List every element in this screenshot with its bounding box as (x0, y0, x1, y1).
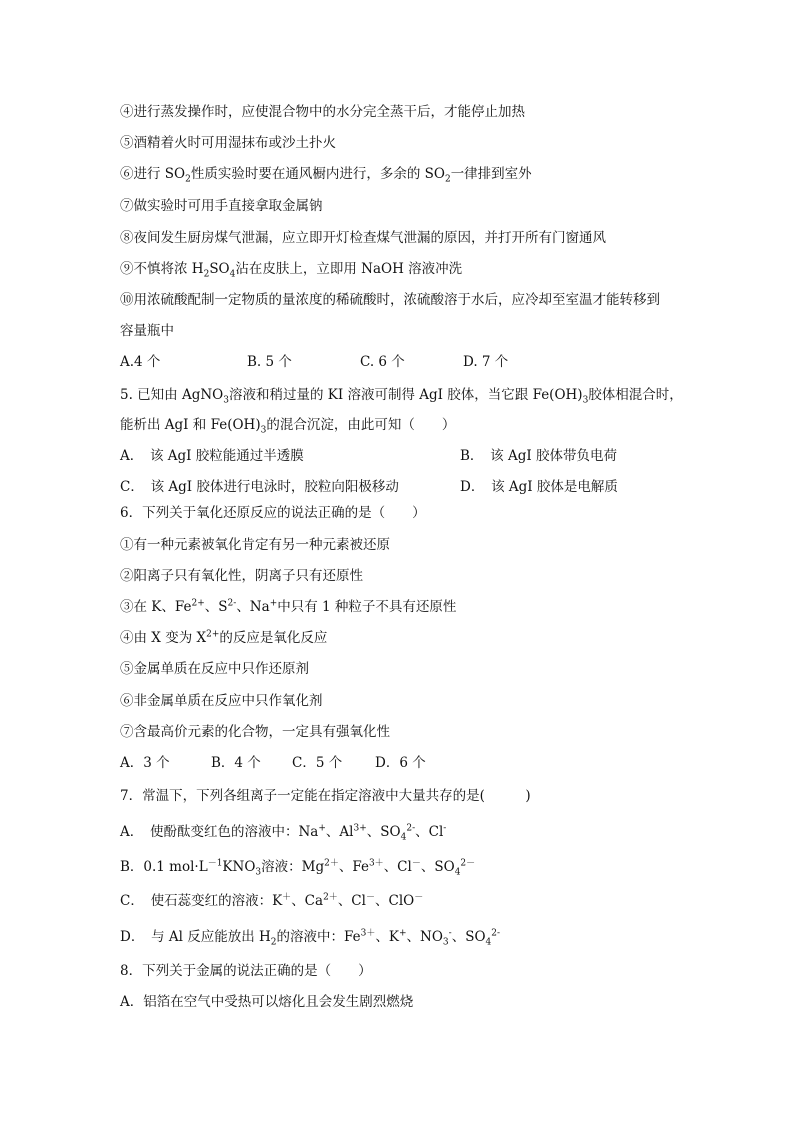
q6-item-4: ④由 X 变为 $X^{2+}$的反应是氧化反应 (120, 629, 328, 646)
q8-option-a: A．铝箔在空气中受热可以熔化且会发生剧烈燃烧 (120, 994, 414, 1010)
q7-option-a: A． 使酚酞变红色的溶液中：Na+、$Al^{3+}$、$SO_4^{2-}$、Cl- (120, 823, 447, 843)
q7-option-b: B．0.1 $mol\cdot L^{-1}KNO_3$溶液：$Mg^{2+}$、$Fe^{3+}$、Cl－、$SO_4^{2-}$ (120, 858, 476, 878)
q5-option-a: A． 该 AgI 胶粒能通过半透膜 (120, 448, 304, 464)
q6-item-5: ⑤金属单质在反应中只作还原剂 (120, 661, 309, 677)
q4-item-10-line1: ⑩用浓硫酸配制一定物质的量浓度的稀硫酸时，浓硫酸溶于水后，应冷却至室温才能转移到 (120, 292, 660, 308)
q6-item-7: ⑦含最高价元素的化合物，一定具有强氧化性 (120, 724, 390, 740)
q4-item-7: ⑦做实验时可用手直接拿取金属钠 (120, 198, 323, 214)
q4-item-4: ④进行蒸发操作时，应使混合物中的水分完全蒸干后，才能停止加热 (120, 104, 525, 120)
q5-option-c: C． 该 AgI 胶体进行电泳时，胶粒向阳极移动 (120, 479, 399, 495)
q7-option-d: D． 与 Al 反应能放出 $H_2$的溶液中：$Fe^{3+}$、K+、$NO_3^-$、$SO_4^{2-}$ (120, 928, 501, 948)
q5-stem-line1: 5. 已知由 AgNO$_3$溶液和稍过量的 KI 溶液可制得 AgI 胶体，当它跟 $Fe(OH)_3$胶体相混合时， (120, 387, 683, 406)
q4-option-d: D. 7 个 (463, 354, 509, 370)
q8-stem: 8．下列关于金属的说法正确的是（ ） (120, 963, 372, 979)
q6-stem: 6．下列关于氧化还原反应的说法正确的是（ ） (120, 505, 426, 521)
q4-item-8: ⑧夜间发生厨房煤气泄漏，应立即开灯检查煤气泄漏的原因，并打开所有门窗通风 (120, 230, 606, 246)
q6-item-3: ③在 K、$Fe^{2+}$、$S^{2-}$、Na+中只有 1 种粒子不具有还原性 (120, 598, 457, 615)
q5-stem-line2: 能析出 AgI 和 $Fe(OH)_3$的混合沉淀，由此可知（ ） (120, 417, 456, 436)
q6-option-a: A．3 个 (120, 755, 170, 771)
q7-option-c: C． 使石蕊变红的溶液：K＋、$Ca^{2+}$、Cl－、ClO－ (120, 892, 424, 909)
q4-item-6: ⑥进行 $SO_2$性质实验时要在通风橱内进行，多余的 $SO_2$一律排到室外 (120, 166, 532, 185)
q4-item-9: ⑨不慎将浓 $H_2SO_4$沾在皮肤上，立即用 NaOH 溶液冲洗 (120, 261, 463, 280)
q6-option-d: D．6 个 (375, 755, 426, 771)
q5-option-d: D． 该 AgI 胶体是电解质 (460, 479, 618, 495)
q4-item-5: ⑤酒精着火时可用湿抹布或沙土扑火 (120, 135, 336, 151)
q6-item-1: ①有一种元素被氧化肯定有另一种元素被还原 (120, 537, 390, 553)
q4-option-b: B. 5 个 (247, 354, 292, 370)
q4-option-a: A.4 个 (120, 354, 161, 370)
q4-item-10-line2: 容量瓶中 (120, 323, 174, 339)
q6-item-6: ⑥非金属单质在反应中只作氧化剂 (120, 693, 323, 709)
q5-option-b: B． 该 AgI 胶体带负电荷 (460, 448, 617, 464)
q6-item-2: ②阳离子只有氧化性，阴离子只有还原性 (120, 568, 363, 584)
q6-option-b: B．4 个 (211, 755, 261, 771)
q6-option-c: C．5 个 (292, 755, 343, 771)
q4-option-c: C. 6 个 (360, 354, 405, 370)
q7-stem: 7．常温下，下列各组离子一定能在指定溶液中大量共存的是( ) (120, 788, 531, 804)
